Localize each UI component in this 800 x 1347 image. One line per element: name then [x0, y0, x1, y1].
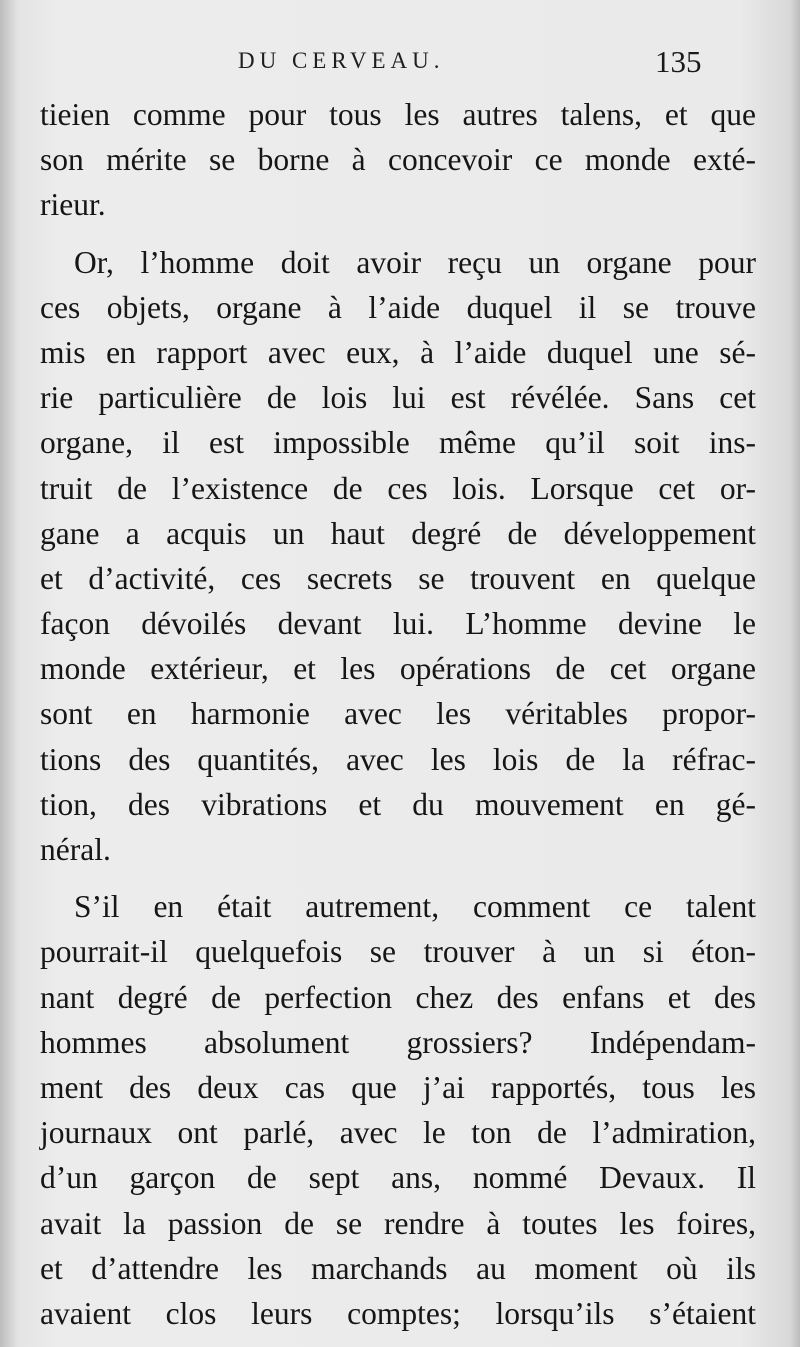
text-line: gane a acquis un haut degré de développement — [40, 515, 756, 551]
text-line: pourrait-il quelquefois se trouver à un si éton- — [40, 934, 756, 970]
text-line: son mérite se borne à concevoir ce monde exté- — [40, 142, 756, 178]
text-line: monde extérieur, et les opérations de cet organe — [40, 651, 756, 687]
text-line: Or, l’homme doit avoir reçu un organe pour — [74, 244, 756, 280]
paragraph-1 — [40, 92, 756, 228]
text-line: d’un garçon de sept ans, nommé Devaux. Il — [40, 1160, 756, 1196]
running-head — [0, 44, 800, 80]
text-line: organe, il est impossible même qu’il soit ins- — [40, 425, 756, 461]
text-line: tions des quantités, avec les lois de la réfrac- — [40, 741, 756, 777]
text-line: néral. — [40, 832, 111, 867]
text-line: avait la passion de se rendre à toutes les foires, — [40, 1205, 756, 1241]
running-title: DU CERVEAU. — [238, 48, 445, 73]
text-line: sont en harmonie avec les véritables propor- — [40, 696, 756, 732]
body-text — [40, 92, 756, 1336]
text-line: mis en rapport avec eux, à l’aide duquel une sé- — [40, 334, 756, 370]
page-number: 135 — [655, 44, 702, 79]
paragraph-2 — [40, 240, 756, 873]
text-line: nant degré de perfection chez des enfans et des — [40, 979, 756, 1015]
text-line: ment des deux cas que j’ai rapportés, tous les — [40, 1069, 756, 1105]
text-line: truit de l’existence de ces lois. Lorsque cet or- — [40, 470, 756, 506]
text-line: tion, des vibrations et du mouvement en gé- — [40, 786, 756, 822]
text-line: ces objets, organe à l’aide duquel il se trouve — [40, 289, 756, 325]
text-line: avaient clos leurs comptes; lorsqu’ils s’étaient — [40, 1295, 756, 1331]
text-line: et d’attendre les marchands au moment où ils — [40, 1250, 756, 1286]
text-line: S’il en était autrement, comment ce talent — [74, 889, 756, 925]
text-line: rie particulière de lois lui est révélée. Sans cet — [40, 380, 756, 416]
paragraph-3 — [40, 884, 756, 1336]
text-line: journaux ont parlé, avec le ton de l’admiration, — [40, 1115, 756, 1151]
text-line: rieur. — [40, 187, 106, 223]
text-line: façon dévoilés devant lui. L’homme devine le — [40, 606, 756, 642]
text-line: et d’activité, ces secrets se trouvent en quelque — [40, 560, 756, 596]
text-line: hommes absolument grossiers? Indépendam- — [40, 1024, 756, 1060]
text-line: tieien comme pour tous les autres talens, et que — [40, 97, 756, 132]
